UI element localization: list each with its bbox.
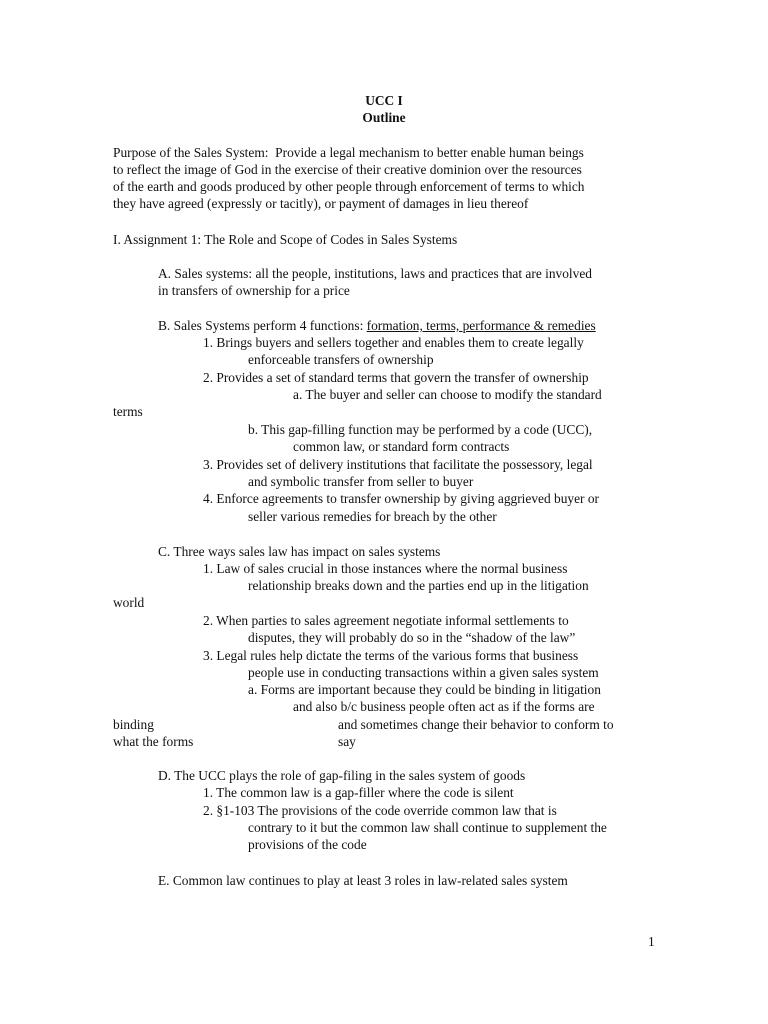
section-c-heading: C. Three ways sales law has impact on sales systems bbox=[158, 544, 441, 559]
section-b-item: 2. Provides a set of standard terms that govern the transfer of ownership bbox=[203, 370, 589, 385]
section-b-item: seller various remedies for breach by the other bbox=[248, 509, 497, 524]
page-number: 1 bbox=[648, 934, 655, 949]
section-b-item: common law, or standard form contracts bbox=[293, 439, 510, 454]
section-a-line: A. Sales systems: all the people, institutions, laws and practices that are involved bbox=[158, 266, 592, 281]
section-a-line: in transfers of ownership for a price bbox=[158, 283, 350, 298]
section-c-item: people use in conducting transactions within a given sales system bbox=[248, 665, 599, 680]
purpose-line: to reflect the image of God in the exercise of their creative dominion over the resources bbox=[113, 162, 582, 177]
section-b-item: and symbolic transfer from seller to buyer bbox=[248, 474, 474, 489]
section-c-item: and also b/c business people often act as if the forms are bbox=[293, 699, 595, 714]
document-subtitle: Outline bbox=[362, 110, 406, 125]
purpose-line: Purpose of the Sales System: Provide a legal mechanism to better enable human beings bbox=[113, 145, 584, 160]
section-b-functions: formation, terms, performance & remedies bbox=[366, 318, 596, 333]
assignment-heading: I. Assignment 1: The Role and Scope of Codes in Sales Systems bbox=[113, 232, 458, 247]
section-d-item: 2. §1-103 The provisions of the code override common law that is bbox=[203, 803, 557, 818]
section-c-item: 1. Law of sales crucial in those instances where the normal business bbox=[203, 561, 568, 576]
section-d-item: contrary to it but the common law shall continue to supplement the bbox=[248, 820, 607, 835]
section-c-item: binding bbox=[113, 717, 154, 732]
section-c-item: and sometimes change their behavior to conform to bbox=[338, 717, 614, 732]
section-b-item: a. The buyer and seller can choose to modify the standard bbox=[293, 387, 602, 402]
section-c-item: disputes, they will probably do so in the “shadow of the law” bbox=[248, 630, 576, 645]
section-d-heading: D. The UCC plays the role of gap-filing in the sales system of goods bbox=[158, 768, 526, 783]
section-e-heading: E. Common law continues to play at least 3 roles in law-related sales system bbox=[158, 873, 568, 888]
section-b-heading bbox=[158, 317, 596, 334]
section-c-item: what the forms bbox=[113, 734, 194, 749]
section-c-item: 3. Legal rules help dictate the terms of the various forms that business bbox=[203, 648, 579, 663]
section-d-item: provisions of the code bbox=[248, 837, 367, 852]
section-b-item: b. This gap-filling function may be performed by a code (UCC), bbox=[248, 422, 593, 437]
section-c-item: say bbox=[338, 734, 356, 749]
section-b-item: terms bbox=[113, 404, 143, 419]
section-b-item: 4. Enforce agreements to transfer ownership by giving aggrieved buyer or bbox=[203, 491, 600, 506]
section-c-item: world bbox=[113, 595, 145, 610]
section-c-item: a. Forms are important because they could be binding in litigation bbox=[248, 682, 601, 697]
section-c-item: relationship breaks down and the parties end up in the litigation bbox=[248, 578, 589, 593]
document-title: UCC I bbox=[365, 93, 403, 108]
section-b-item: 3. Provides set of delivery institutions that facilitate the possessory, legal bbox=[203, 457, 593, 472]
section-c-item: 2. When parties to sales agreement negotiate informal settlements to bbox=[203, 613, 569, 628]
section-b-item: enforceable transfers of ownership bbox=[248, 352, 434, 367]
section-b-item: 1. Brings buyers and sellers together and enables them to create legally bbox=[203, 335, 584, 350]
purpose-line: of the earth and goods produced by other people through enforcement of terms to which bbox=[113, 179, 585, 194]
purpose-line: they have agreed (expressly or tacitly), or payment of damages in lieu thereof bbox=[113, 196, 529, 211]
section-d-item: 1. The common law is a gap-filler where the code is silent bbox=[203, 785, 514, 800]
section-b-lead: B. Sales Systems perform 4 functions: bbox=[158, 318, 367, 333]
